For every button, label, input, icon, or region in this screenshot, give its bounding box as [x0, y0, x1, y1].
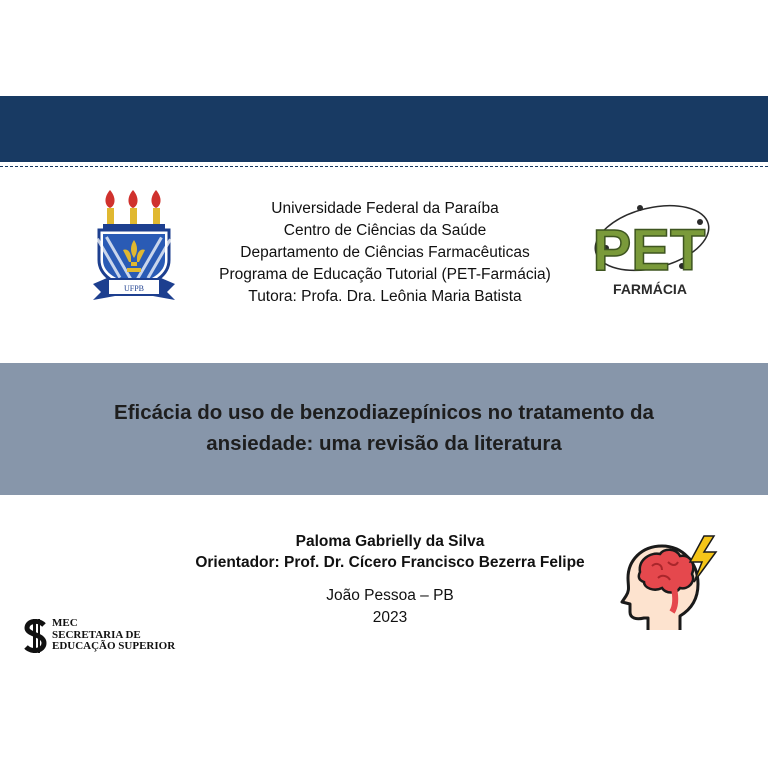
tutor-name: Tutora: Profa. Dra. Leônia Maria Batista — [248, 288, 522, 305]
pet-word: PET — [592, 218, 706, 283]
university-crest-icon — [93, 188, 175, 304]
place-date-block — [290, 585, 490, 629]
title-line-2: ansiedade: uma revisão da literatura — [206, 432, 562, 455]
anxious-head-brain-icon — [618, 532, 728, 632]
title-line-1: Eficácia do uso de benzodiazepínicos no tratamento da — [114, 401, 654, 424]
university-name: Universidade Federal da Paraíba — [271, 200, 499, 217]
slide — [0, 96, 768, 671]
author-name: Paloma Gabrielly da Silva — [295, 533, 485, 550]
presentation-title — [30, 397, 738, 459]
author-block — [120, 531, 660, 573]
advisor-name: Orientador: Prof. Dr. Cícero Francisco Bezerra Felipe — [195, 554, 585, 571]
institution-header — [180, 198, 590, 308]
city-text: João Pessoa – PB — [326, 587, 454, 604]
pet-subtitle: FARMÁCIA — [613, 281, 687, 297]
center-name: Centro de Ciências da Saúde — [283, 222, 487, 239]
mec-s-icon — [24, 619, 48, 653]
crest-ribbon-text: UFPB — [123, 284, 145, 293]
mec-line-2: SECRETARIA DE — [52, 628, 141, 641]
mec-text — [52, 618, 175, 653]
department-name: Departamento de Ciências Farmacêuticas — [240, 244, 530, 261]
header-band — [0, 96, 768, 162]
program-name: Programa de Educação Tutorial (PET-Farmácia) — [219, 266, 551, 283]
year-text: 2023 — [372, 609, 408, 626]
mec-logo — [24, 615, 199, 655]
mec-line-1: MEC — [52, 617, 78, 629]
mec-line-3: EDUCAÇÃO SUPERIOR — [52, 640, 176, 652]
pet-farmacia-logo — [582, 196, 718, 302]
dashed-divider — [0, 166, 768, 167]
